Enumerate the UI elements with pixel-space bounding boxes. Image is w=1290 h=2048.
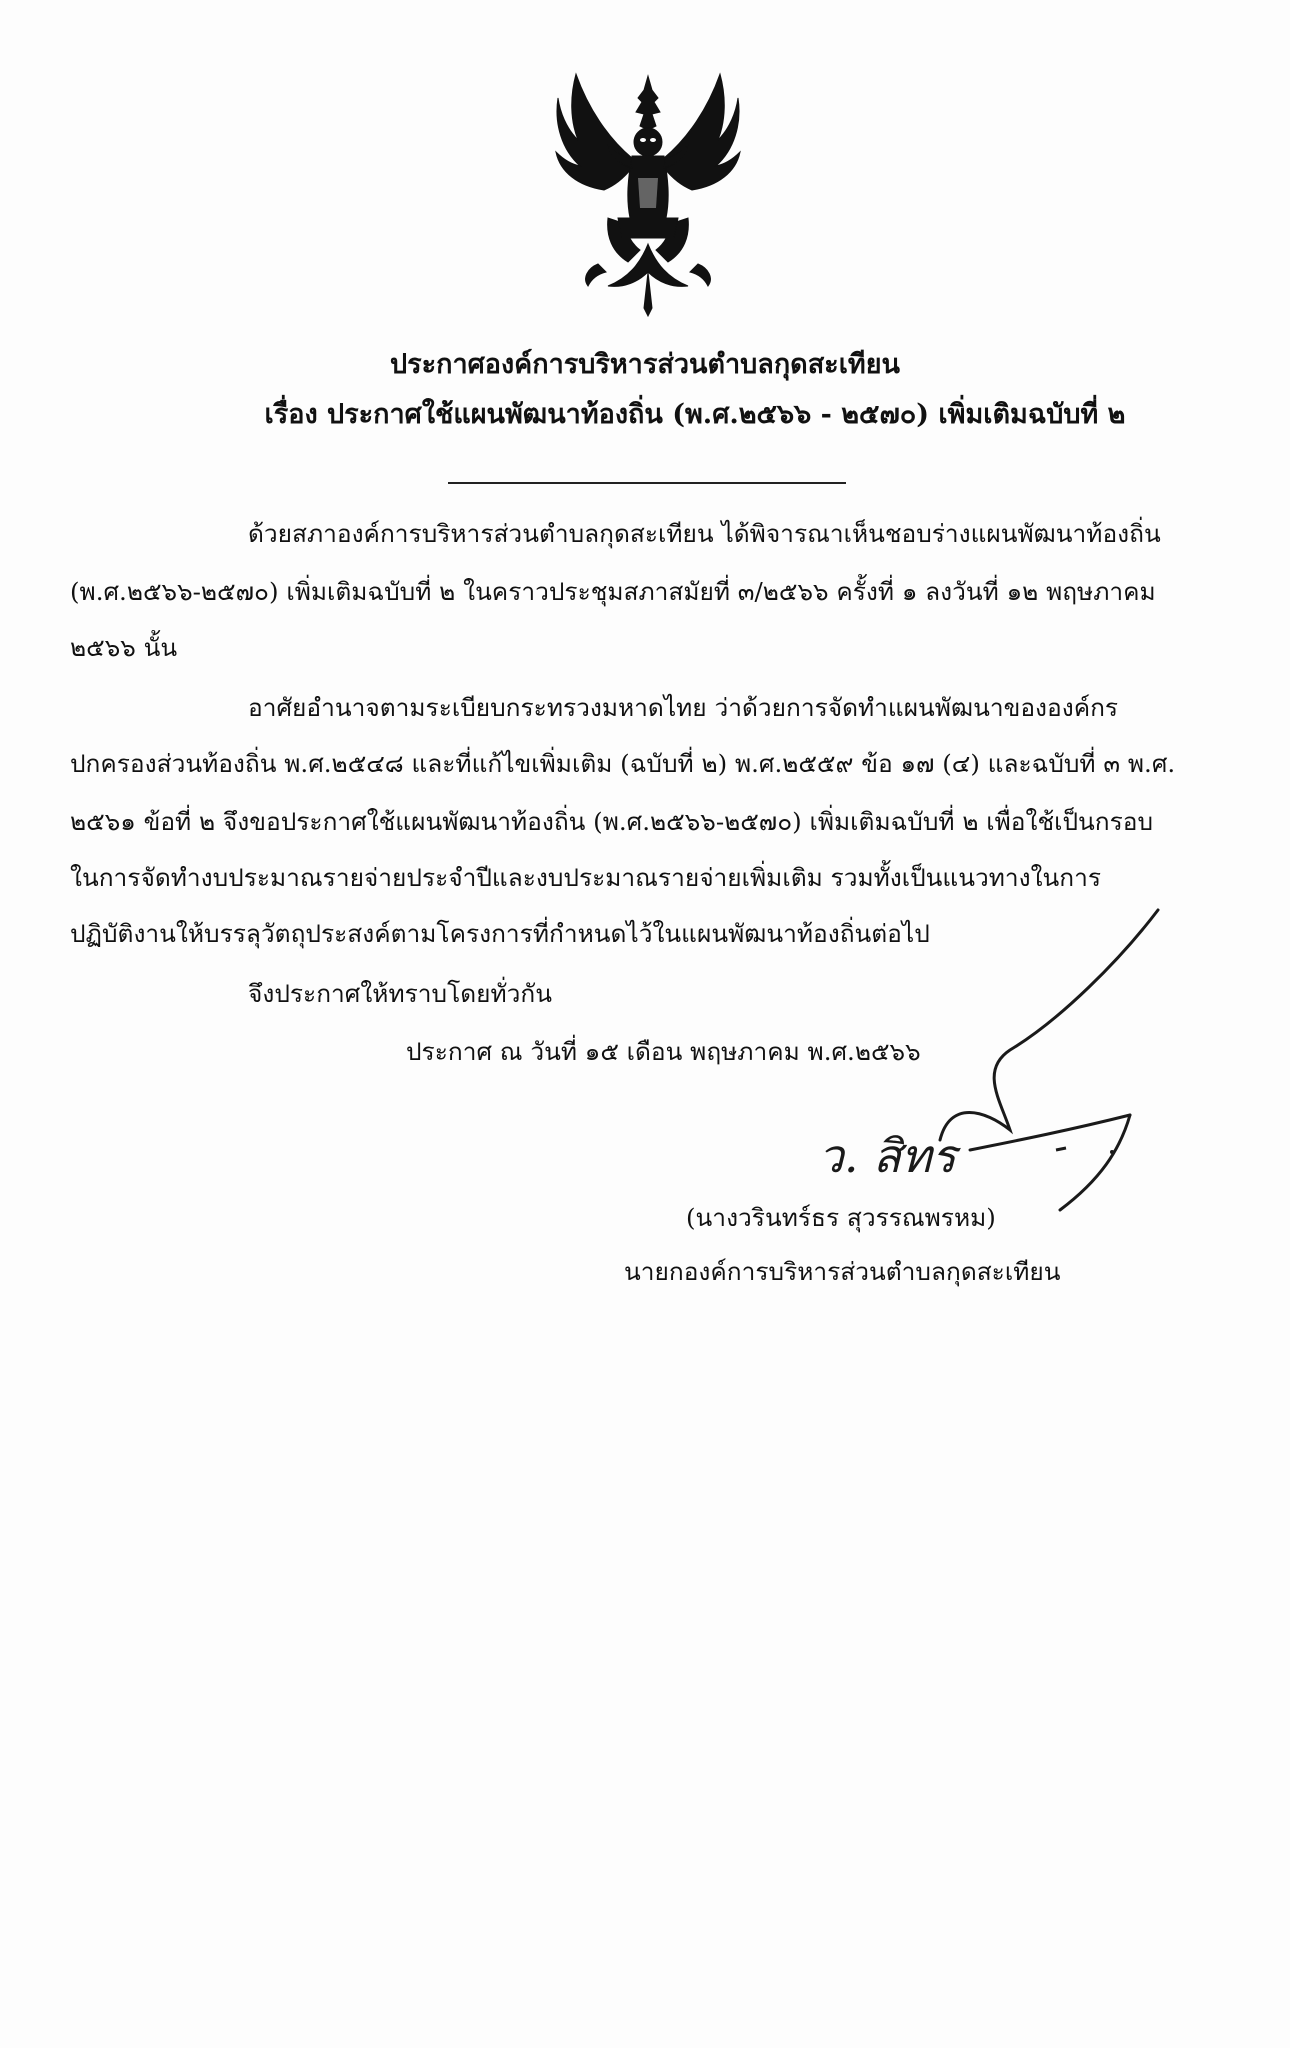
paragraph2-line4: ในการจัดทำงบประมาณรายจ่ายประจำปีและงบประมาณรายจ่ายเพิ่มเติม รวมทั้งเป็นแนวทางในการ [70, 863, 1102, 892]
paragraph1-line3: ๒๕๖๖ นั้น [70, 633, 178, 662]
closing-line: จึงประกาศให้ทราบโดยทั่วกัน [248, 979, 552, 1008]
paragraph2-line1: อาศัยอำนาจตามระเบียบกระทรวงมหาดไทย ว่าด้วยการจัดทำแผนพัฒนาขององค์กร [248, 693, 1119, 722]
paragraph1-line2: (พ.ศ.๒๕๖๖-๒๕๗๐) เพิ่มเติมฉบับที่ ๒ ในคราวประชุมสภาสมัยที่ ๓/๒๕๖๖ ครั้งที่ ๑ ลงวันที่ ๑๒ พฤษภาคม [70, 577, 1156, 606]
announcement-title: ประกาศองค์การบริหารส่วนตำบลกุดสะเทียน [389, 349, 900, 380]
garuda-emblem-icon [548, 68, 748, 318]
signature-initials: ว. สิทร [818, 1129, 957, 1183]
announcement-date: ประกาศ ณ วันที่ ๑๕ เดือน พฤษภาคม พ.ศ.๒๕๖๖ [406, 1037, 921, 1066]
signer-name: (นางวรินทร์ธร สุวรรณพรหม) [686, 1203, 996, 1232]
paragraph1-line1: ด้วยสภาองค์การบริหารส่วนตำบลกุดสะเทียน ได้พิจารณาเห็นชอบร่างแผนพัฒนาท้องถิ่น [248, 519, 1161, 548]
paragraph2-line2: ปกครองส่วนท้องถิ่น พ.ศ.๒๕๔๘ และที่แก้ไขเพิ่มเติม (ฉบับที่ ๒) พ.ศ.๒๕๕๙ ข้อ ๑๗ (๔) และฉบับที่ ๓ พ.ศ. [70, 749, 1176, 778]
paragraph2-line5: ปฏิบัติงานให้บรรลุวัตถุประสงค์ตามโครงการที่กำหนดไว้ในแผนพัฒนาท้องถิ่นต่อไป [70, 919, 930, 948]
announcement-subject: เรื่อง ประกาศใช้แผนพัฒนาท้องถิ่น (พ.ศ.๒๕๖๖ - ๒๕๗๐) เพิ่มเติมฉบับที่ ๒ [264, 399, 1126, 430]
signer-position: นายกองค์การบริหารส่วนตำบลกุดสะเทียน [624, 1257, 1061, 1286]
title-divider [448, 482, 846, 484]
paragraph2-line3: ๒๕๖๑ ข้อที่ ๒ จึงขอประกาศใช้แผนพัฒนาท้องถิ่น (พ.ศ.๒๕๖๖-๒๕๗๐) เพิ่มเติมฉบับที่ ๒ เพื่อใช้เป็นกรอบ [70, 807, 1154, 836]
